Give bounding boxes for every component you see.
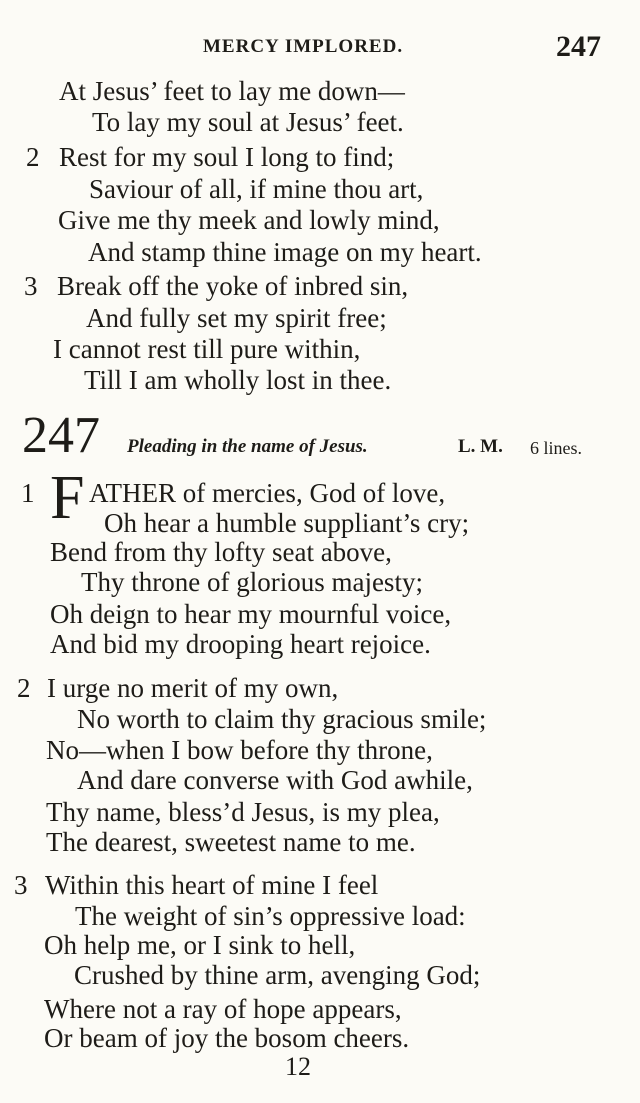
hymn-meter: L. M. [458,436,503,457]
verse-line: Thy throne of glorious majesty; [81,567,423,597]
verse-line: Rest for my soul I long to find; [59,142,395,172]
verse-line: And bid my drooping heart rejoice. [50,629,431,659]
verse-line: Bend from thy lofty seat above, [50,537,392,567]
verse-line: At Jesus’ feet to lay me down— [59,76,405,106]
stanza-number: 3 [14,870,28,900]
verse-line: Till I am wholly lost in thee. [84,365,392,395]
verse-line: Or beam of joy the bosom cheers. [44,1023,410,1053]
verse-line: Crushed by thine arm, avenging God; [74,960,481,990]
stanza-number: 2 [17,673,31,703]
running-head [0,32,640,68]
hymn-number: 247 [22,407,100,464]
stanza-number: 1 [21,478,35,508]
verse-line: Thy name, bless’d Jesus, is my plea, [46,797,440,827]
drop-cap: F [50,464,85,532]
verse-line: The dearest, sweetest name to me. [46,827,416,857]
stanza-number: 2 [26,142,40,172]
verse-line: And fully set my spirit free; [86,303,387,333]
stanza-number: 3 [24,271,38,301]
verse-line: Give me thy meek and lowly mind, [58,205,440,235]
hymn-heading [0,408,640,468]
running-title: MERCY IMPLORED. [203,36,404,57]
verse-line: And dare converse with God awhile, [77,765,473,795]
verse-line: Oh hear a humble suppliant’s cry; [104,508,470,538]
verse-line: Within this heart of mine I feel [45,870,379,900]
verse-line: Oh deign to hear my mournful voice, [50,599,452,629]
verse-line: I cannot rest till pure within, [53,334,361,364]
verse-line: No worth to claim thy gracious smile; [77,704,487,734]
verse-line: No—when I bow before thy throne, [46,735,433,765]
hymn-title: Pleading in the name of Jesus. [127,436,368,457]
signature-mark: 12 [285,1052,311,1081]
verse-line: The weight of sin’s oppressive load: [75,901,466,931]
verse-line: To lay my soul at Jesus’ feet. [92,107,404,137]
page-number: 247 [556,30,601,63]
verse-line: Oh help me, or I sink to hell, [44,930,356,960]
verse-line: Where not a ray of hope appears, [44,994,402,1024]
verse-line: And stamp thine image on my heart. [88,237,482,267]
hymn-lines-note: 6 lines. [530,438,582,458]
verse-line: ATHER of mercies, God of love, [89,478,446,508]
verse-line: Saviour of all, if mine thou art, [89,174,424,204]
verse-line: Break off the yoke of inbred sin, [57,271,409,301]
verse-line: I urge no merit of my own, [47,673,339,703]
